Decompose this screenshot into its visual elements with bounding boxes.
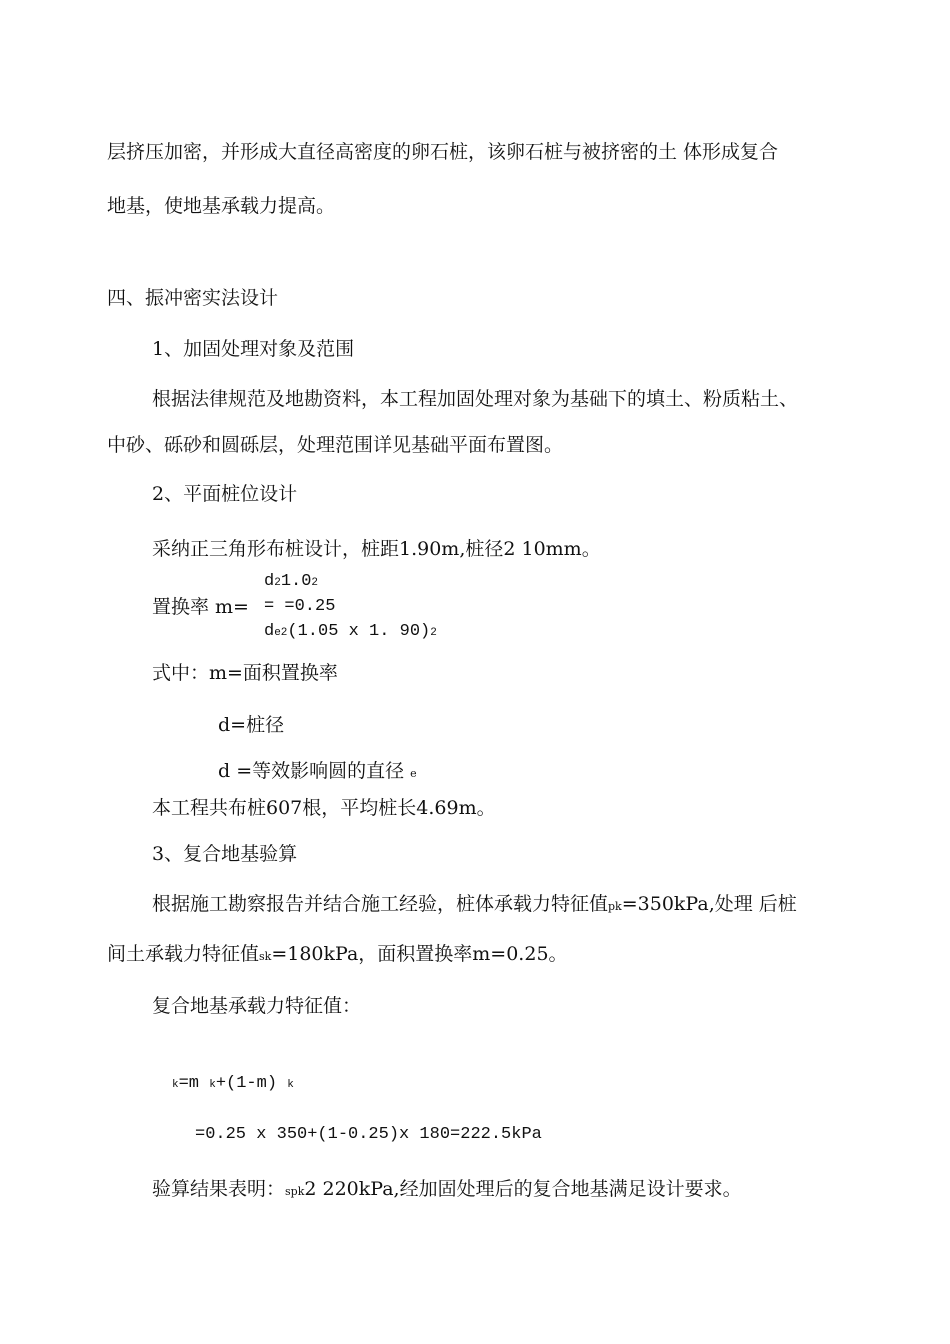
- subsection-heading: 3、复合地基验算: [152, 843, 298, 865]
- section-heading: 四、振冲密实法设计: [107, 287, 279, 309]
- paragraph-line: 间土承载力特征值sk=180kPa，面积置换率m=0.25。: [107, 943, 568, 965]
- paragraph-line: 中砂、砾砂和圆砾层，处理范围详见基础平面布置图。: [107, 434, 564, 456]
- formula-line: =0.25 x 350+(1-0.25)x 180=222.5kPa: [195, 1125, 542, 1144]
- paragraph-line: 式中：m=面积置换率: [152, 662, 338, 684]
- paragraph-line: 验算结果表明：spk2 220kPa,经加固处理后的复合地基满足设计要求。: [152, 1178, 742, 1200]
- formula-line: k=m k+(1-m) k: [172, 1074, 294, 1093]
- paragraph-line: 复合地基承载力特征值：: [152, 995, 362, 1017]
- paragraph-line: 层挤压加密，并形成大直径高密度的卵石桩，该卵石桩与被挤密的土 体形成复合: [107, 141, 779, 163]
- formula-numerator: d21.02: [264, 572, 319, 591]
- formula-denominator: de2(1.05 x 1. 90)2: [264, 622, 437, 641]
- subsection-heading: 2、平面桩位设计: [152, 483, 298, 505]
- paragraph-line: 本工程共布桩607根，平均桩长4.69m。: [152, 797, 496, 819]
- paragraph-line: 根据法律规范及地勘资料，本工程加固处理对象为基础下的填土、粉质粘土、: [152, 388, 799, 410]
- paragraph-line: 根据施工勘察报告并结合施工经验，桩体承载力特征值pk=350kPa,处理 后桩: [152, 893, 797, 915]
- paragraph-line: d=桩径: [218, 714, 285, 736]
- paragraph-line: 采纳正三角形布桩设计，桩距1.90m,桩径2 10mm。: [152, 538, 601, 560]
- formula-result: = =0.25: [264, 597, 336, 616]
- subsection-heading: 1、加固处理对象及范围: [152, 338, 355, 360]
- paragraph-line: 地基，使地基承载力提高。: [107, 195, 336, 217]
- paragraph-line: d =等效影响圆的直径 e: [218, 760, 417, 782]
- formula-label: 置换率 m=: [152, 596, 249, 618]
